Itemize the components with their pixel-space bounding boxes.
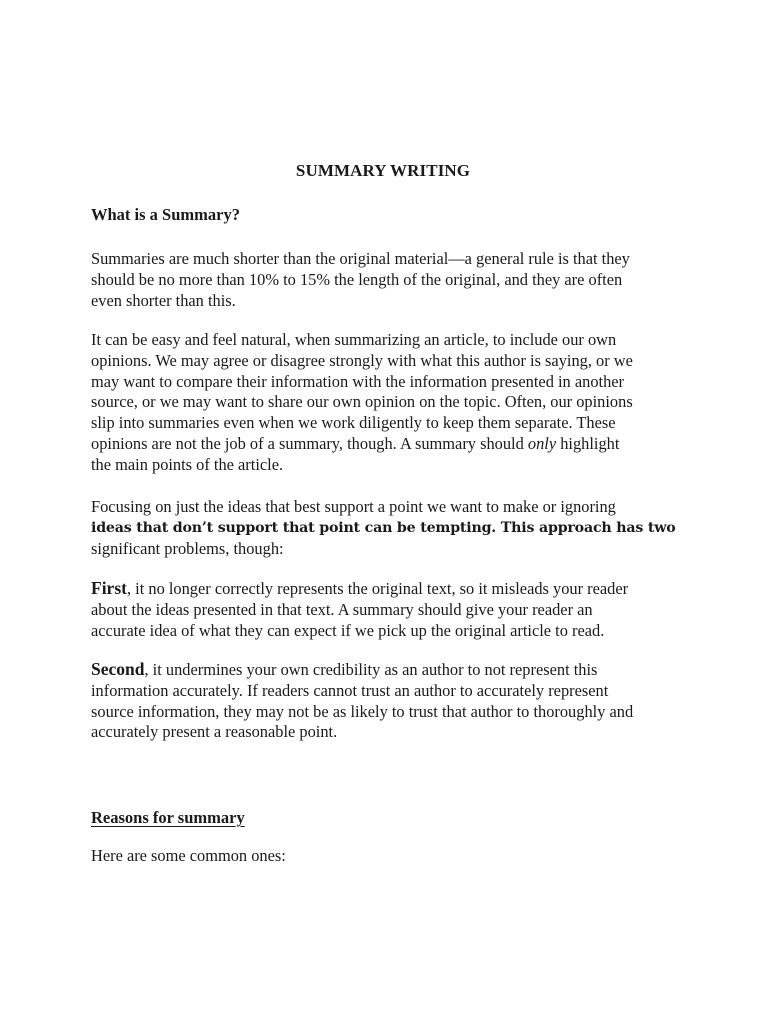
paragraph-first-problem [91,578,681,641]
text-segment: opinions are not the job of a summary, though. A summary should [91,433,528,453]
text-line: accurately present a reasonable point. [91,722,338,742]
text-line [91,659,681,681]
text-line: Focusing on just the ideas that best support a point we want to make or ignoring [91,497,616,516]
text-line: opinions. We may agree or disagree strongly with what this author is saying, or we [91,350,633,370]
emphasis-only: only [527,433,557,453]
text-line [91,434,681,455]
text-line: source information, they may not be as likely to trust that author to thoroughly and [91,701,634,721]
text-line: significant problems, though: [91,538,284,558]
page-title: SUMMARY WRITING [295,161,471,180]
text-line [91,578,681,600]
text-line: source, or we may want to share our own opinion on the topic. Often, our opinions [91,392,633,412]
text-line: accurate idea of what they can expect if we pick up the original article to read. [91,620,605,640]
section-heading-reasons: Reasons for summary [91,808,245,827]
text-line-bold: ideas that don’t support that point can be tempting. This approach has two [91,519,676,536]
paragraph-opinions [91,330,681,476]
paragraph-reasons-intro [91,846,681,867]
section-heading-what-is-summary: What is a Summary? [91,205,240,224]
lead-first: First [91,578,127,598]
text-line: the main points of the article. [91,454,284,474]
text-segment: , it undermines your own credibility as an author to not represent this [144,660,598,679]
text-line: slip into summaries even when we work diligently to keep them separate. These [91,413,616,433]
text-line: information accurately. If readers cannot trust an author to accurately represent [91,680,609,700]
text-line: It can be easy and feel natural, when summarizing an article, to include our own [91,330,617,349]
text-segment: highlight [556,433,620,453]
paragraph-focusing [91,497,681,559]
lead-second: Second [91,659,145,679]
text-line: even shorter than this. [91,290,236,310]
paragraph-definition [91,249,681,311]
paragraph-second-problem [91,659,681,743]
text-line: may want to compare their information with the information presented in another [91,371,624,391]
text-line: Here are some common ones: [91,846,286,865]
text-line: about the ideas presented in that text. A summary should give your reader an [91,599,593,619]
text-line: Summaries are much shorter than the original material—a general rule is that they [91,249,630,268]
text-line: should be no more than 10% to 15% the length of the original, and they are often [91,269,623,289]
text-segment: , it no longer correctly represents the original text, so it misleads your reader [126,579,629,598]
